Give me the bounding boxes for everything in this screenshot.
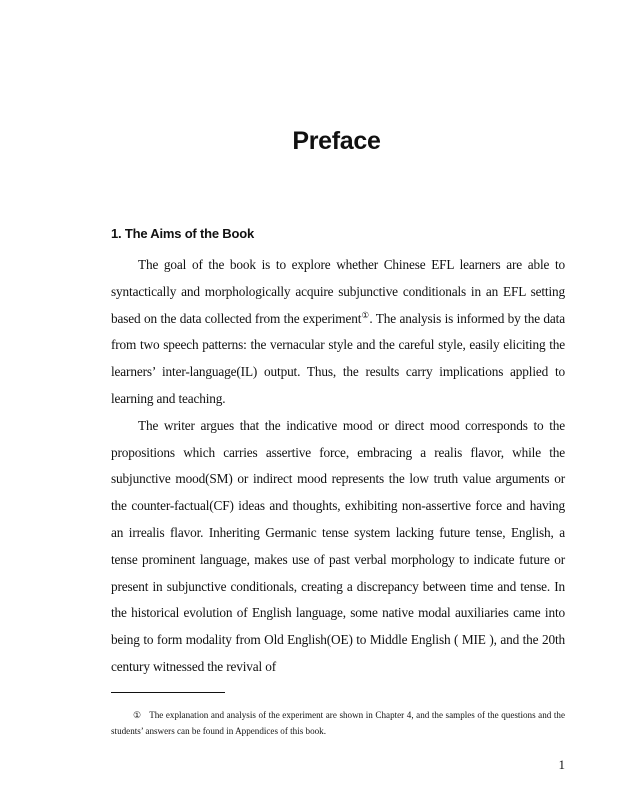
paragraph-2: The writer argues that the indicative mood or direct mood corresponds to the propositions which carries assertive force, embracing a realis flavor, while the subjunctive mood(SM) or indirect mood represents the low truth value arguments or the counter-factual(CF) ideas and thoughts, exhibiting non-assertive force and having an irrealis flavor. Inheriting Germanic tense system lacking future tense, English, a tense prominent language, makes use of past verbal morphology to indicate future or present in subjunctive conditionals, creating a discrepancy between time and tense. In the historical evolution of English language, some native modal auxiliaries came into being to form modality from Old English(OE) to Middle English ( MIE ), and the 20th century witnessed the revival of [111,417,565,674]
paragraph-1 [111,252,565,413]
footnote-reference[interactable]: ① [361,309,370,320]
paragraph-1-text-a: The goal of the book is to explore whether Chinese EFL learners are able to syntactically and morphologically acquire subjunctive conditionals in an EFL setting based on the data collected from the experiment [111,257,565,326]
page-number: 1 [558,757,565,772]
footnote-marker: ① [133,710,142,720]
page-title: Preface [292,127,381,155]
footnote-text: The explanation and analysis of the experiment are shown in Chapter 4, and the samples of the questions and the students’ answers can be found in Appendices of this book. [111,710,565,736]
footnote [111,707,565,739]
paragraph-1-text-b: . The analysis is informed by the data from two speech patterns: the vernacular style and the careful style, easily eliciting the learners’ inter-language(IL) output. Thus, the results carry implications applied to learning and teaching. [111,310,565,406]
section-heading: 1. The Aims of the Book [111,226,254,241]
footnote-divider [111,692,225,693]
body-text [111,252,565,681]
